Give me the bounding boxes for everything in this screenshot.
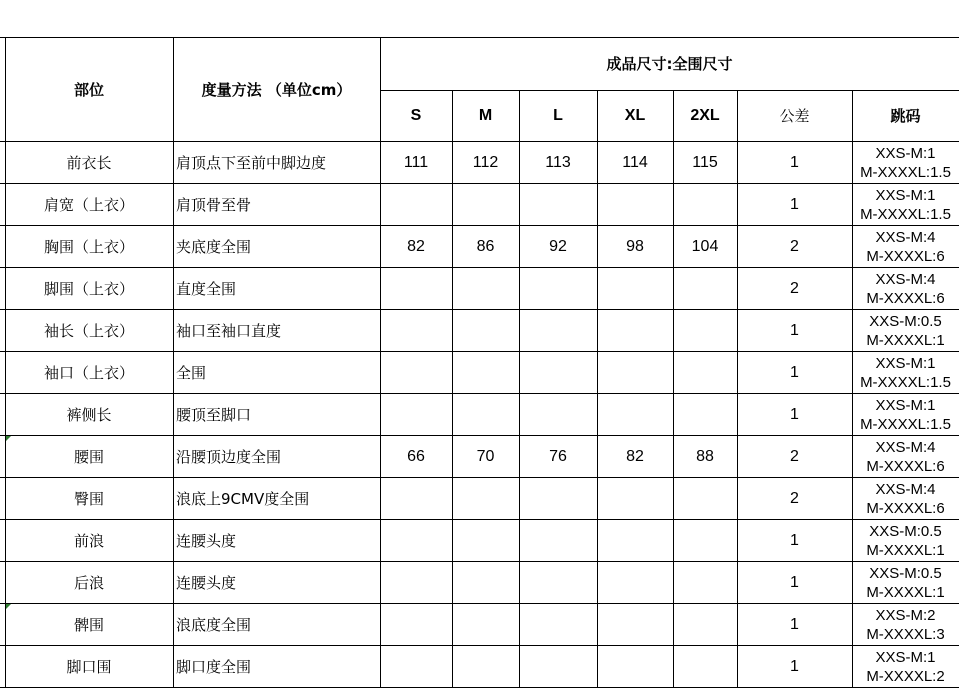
row-size-value-cell[interactable]: 86 [476, 237, 495, 255]
row-tolerance-cell[interactable]: 2 [790, 489, 799, 507]
row-size-value-cell[interactable] [597, 351, 673, 394]
row-part-cell[interactable]: 肩宽（上衣） [43, 196, 134, 214]
grade-line-2: M-XXXXL:2 [866, 667, 945, 685]
row-tolerance-cell[interactable]: 2 [790, 237, 799, 255]
row-method-cell[interactable]: 浪底度全围 [176, 616, 252, 634]
row-grade-cell[interactable] [852, 351, 959, 394]
grade-line-1: XXS-M:1 [875, 144, 936, 162]
row-size-value-cell[interactable] [597, 561, 673, 604]
row-size-value-cell[interactable] [673, 393, 737, 436]
row-size-value-cell[interactable]: 112 [472, 153, 499, 171]
row-size-value-cell[interactable] [673, 309, 737, 352]
row-size-value-cell[interactable] [452, 183, 519, 226]
row-part-cell[interactable]: 后浪 [73, 574, 104, 592]
row-size-value-cell[interactable]: 76 [549, 447, 567, 465]
row-tolerance-cell[interactable]: 1 [790, 405, 799, 423]
header-size-group[interactable]: 成品尺寸:全围尺寸 [606, 55, 733, 73]
row-method-cell[interactable]: 腰顶至脚口 [176, 406, 252, 424]
row-size-value-cell[interactable] [519, 603, 597, 646]
row-size-value-cell[interactable] [519, 267, 597, 310]
row-size-value-cell[interactable] [597, 309, 673, 352]
grade-line-2: M-XXXXL:6 [866, 457, 945, 475]
row-size-value-cell[interactable] [519, 477, 597, 520]
row-size-value-cell[interactable] [519, 393, 597, 436]
row-size-value-cell[interactable]: 114 [622, 153, 648, 171]
row-part-cell[interactable]: 胸围（上衣） [43, 238, 134, 256]
row-size-value-cell[interactable] [452, 603, 519, 646]
row-grade-cell[interactable] [852, 645, 959, 688]
grade-line-1: XXS-M:0.5 [869, 564, 942, 582]
row-grade-cell[interactable] [852, 141, 959, 184]
row-size-value-cell[interactable] [519, 351, 597, 394]
row-size-value-cell[interactable] [673, 603, 737, 646]
grade-line-1: XXS-M:2 [875, 606, 936, 624]
header-tolerance[interactable]: 公差 [779, 107, 810, 125]
row-size-value-cell[interactable] [380, 309, 452, 352]
row-size-value-cell[interactable] [597, 393, 673, 436]
row-method-cell[interactable]: 全围 [176, 364, 207, 382]
grade-line-2: M-XXXXL:3 [866, 625, 945, 643]
row-size-value-cell[interactable]: 104 [691, 237, 719, 255]
row-size-value-cell[interactable]: 113 [545, 153, 571, 171]
row-part-cell[interactable]: 脚围（上衣） [43, 280, 134, 298]
grade-line-2: M-XXXXL:1.5 [860, 205, 951, 223]
row-size-value-cell[interactable] [519, 309, 597, 352]
row-size-value-cell[interactable] [597, 645, 673, 688]
row-method-cell[interactable]: 浪底上9CMV度全围 [176, 490, 310, 508]
row-method-cell[interactable]: 肩顶骨至骨 [176, 196, 252, 214]
row-size-value-cell[interactable]: 98 [626, 237, 644, 255]
row-part-cell[interactable]: 髀围 [73, 616, 104, 634]
row-method-cell[interactable]: 袖口至袖口直度 [176, 322, 282, 340]
header-grade[interactable]: 跳码 [890, 107, 921, 125]
grade-line-1: XXS-M:0.5 [869, 522, 942, 540]
row-grade-cell[interactable] [852, 519, 959, 562]
row-size-value-cell[interactable] [597, 267, 673, 310]
row-method-cell[interactable]: 肩顶点下至前中脚边度 [176, 154, 327, 172]
row-grade-cell[interactable] [852, 183, 959, 226]
grade-line-1: XXS-M:0.5 [869, 312, 942, 330]
grade-line-1: XXS-M:4 [875, 438, 936, 456]
header-method[interactable]: 度量方法 （单位cm） [201, 80, 352, 99]
grade-line-1: XXS-M:1 [875, 648, 936, 666]
row-tolerance-cell[interactable]: 1 [790, 363, 799, 381]
row-part-cell[interactable]: 袖长（上衣） [43, 322, 134, 340]
row-size-value-cell[interactable] [380, 351, 452, 394]
row-size-value-cell[interactable] [673, 351, 737, 394]
grade-line-1: XXS-M:1 [875, 186, 936, 204]
cell-comment-marker [6, 436, 11, 441]
row-tolerance-cell[interactable]: 1 [790, 195, 799, 213]
row-part-cell[interactable]: 脚口围 [66, 658, 112, 676]
row-method-cell[interactable]: 直度全围 [176, 280, 237, 298]
row-tolerance-cell[interactable]: 1 [790, 153, 799, 171]
row-part-cell[interactable]: 裤侧长 [66, 406, 112, 424]
row-size-value-cell[interactable] [380, 267, 452, 310]
grade-line-1: XXS-M:1 [875, 354, 936, 372]
grade-line-2: M-XXXXL:1 [866, 583, 945, 601]
row-size-value-cell[interactable] [597, 519, 673, 562]
row-size-value-cell[interactable] [597, 477, 673, 520]
row-size-value-cell[interactable] [380, 645, 452, 688]
header-size-s[interactable]: S [410, 106, 422, 124]
grade-line-2: M-XXXXL:1 [866, 541, 945, 559]
row-size-value-cell[interactable] [452, 645, 519, 688]
row-size-value-cell[interactable] [519, 645, 597, 688]
row-size-value-cell[interactable] [597, 603, 673, 646]
row-grade-cell[interactable] [852, 267, 959, 310]
row-tolerance-cell[interactable]: 2 [790, 279, 799, 297]
row-size-value-cell[interactable]: 92 [549, 237, 567, 255]
row-part-cell[interactable]: 前衣长 [66, 154, 112, 172]
row-part-cell[interactable]: 腰围 [73, 448, 104, 466]
row-grade-cell[interactable] [852, 435, 959, 478]
row-size-value-cell[interactable]: 70 [476, 447, 495, 465]
grade-line-1: XXS-M:1 [875, 396, 936, 414]
row-method-cell[interactable]: 脚口度全围 [176, 658, 252, 676]
row-grade-cell[interactable] [852, 561, 959, 604]
row-size-value-cell[interactable]: 115 [692, 153, 718, 171]
row-size-value-cell[interactable] [597, 183, 673, 226]
row-size-value-cell[interactable] [452, 267, 519, 310]
row-grade-cell[interactable] [852, 477, 959, 520]
row-grade-cell[interactable] [852, 309, 959, 352]
row-part-cell[interactable]: 臀围 [73, 490, 104, 508]
row-size-value-cell[interactable] [519, 519, 597, 562]
row-size-value-cell[interactable] [380, 477, 452, 520]
header-part[interactable]: 部位 [73, 80, 104, 99]
row-size-value-cell[interactable] [673, 519, 737, 562]
cell-comment-marker [6, 604, 11, 609]
header-size-l[interactable]: L [553, 106, 563, 124]
grade-line-1: XXS-M:4 [875, 480, 936, 498]
header-size-m[interactable]: M [478, 106, 493, 124]
row-size-value-cell[interactable] [380, 519, 452, 562]
header-size-2xl[interactable]: 2XL [690, 106, 720, 124]
row-size-value-cell[interactable] [452, 561, 519, 604]
row-size-value-cell[interactable] [452, 519, 519, 562]
row-grade-cell[interactable] [852, 603, 959, 646]
header-size-xl[interactable]: XL [624, 106, 646, 124]
row-size-value-cell[interactable] [452, 393, 519, 436]
row-size-value-cell[interactable]: 82 [407, 237, 425, 255]
row-part-cell[interactable]: 袖口（上衣） [43, 364, 134, 382]
row-size-value-cell[interactable] [519, 183, 597, 226]
row-size-value-cell[interactable] [380, 183, 452, 226]
row-size-value-cell[interactable] [673, 267, 737, 310]
row-size-value-cell[interactable] [380, 393, 452, 436]
row-method-cell[interactable]: 夹底度全围 [176, 238, 252, 256]
row-part-cell[interactable]: 前浪 [73, 532, 104, 550]
row-tolerance-cell[interactable]: 1 [790, 321, 799, 339]
row-tolerance-cell[interactable]: 1 [790, 531, 799, 549]
row-tolerance-cell[interactable]: 1 [790, 657, 799, 675]
row-grade-cell[interactable] [852, 225, 959, 268]
grade-line-2: M-XXXXL:1.5 [860, 415, 951, 433]
row-size-value-cell[interactable]: 82 [626, 447, 644, 465]
row-size-value-cell[interactable] [673, 561, 737, 604]
row-size-value-cell[interactable]: 88 [696, 447, 714, 465]
row-size-value-cell[interactable]: 66 [407, 447, 425, 465]
row-size-value-cell[interactable] [673, 183, 737, 226]
grade-line-2: M-XXXXL:1 [866, 331, 945, 349]
grade-line-2: M-XXXXL:1.5 [860, 163, 951, 181]
grade-line-1: XXS-M:4 [875, 228, 936, 246]
row-method-cell[interactable]: 连腰头度 [176, 574, 237, 592]
row-method-cell[interactable]: 沿腰顶边度全围 [176, 448, 282, 466]
row-tolerance-cell[interactable]: 1 [790, 573, 799, 591]
row-size-value-cell[interactable] [519, 561, 597, 604]
row-size-value-cell[interactable] [380, 603, 452, 646]
row-grade-cell[interactable] [852, 393, 959, 436]
row-method-cell[interactable]: 连腰头度 [176, 532, 237, 550]
grade-line-2: M-XXXXL:6 [866, 499, 945, 517]
row-size-value-cell[interactable] [673, 477, 737, 520]
row-size-value-cell[interactable]: 111 [403, 153, 429, 171]
row-size-value-cell[interactable] [673, 645, 737, 688]
grade-line-1: XXS-M:4 [875, 270, 936, 288]
grade-line-2: M-XXXXL:1.5 [860, 373, 951, 391]
row-size-value-cell[interactable] [380, 561, 452, 604]
row-size-value-cell[interactable] [452, 477, 519, 520]
grade-line-2: M-XXXXL:6 [866, 247, 945, 265]
grade-line-2: M-XXXXL:6 [866, 289, 945, 307]
row-size-value-cell[interactable] [452, 309, 519, 352]
row-size-value-cell[interactable] [452, 351, 519, 394]
row-tolerance-cell[interactable]: 2 [790, 447, 799, 465]
row-tolerance-cell[interactable]: 1 [790, 615, 799, 633]
